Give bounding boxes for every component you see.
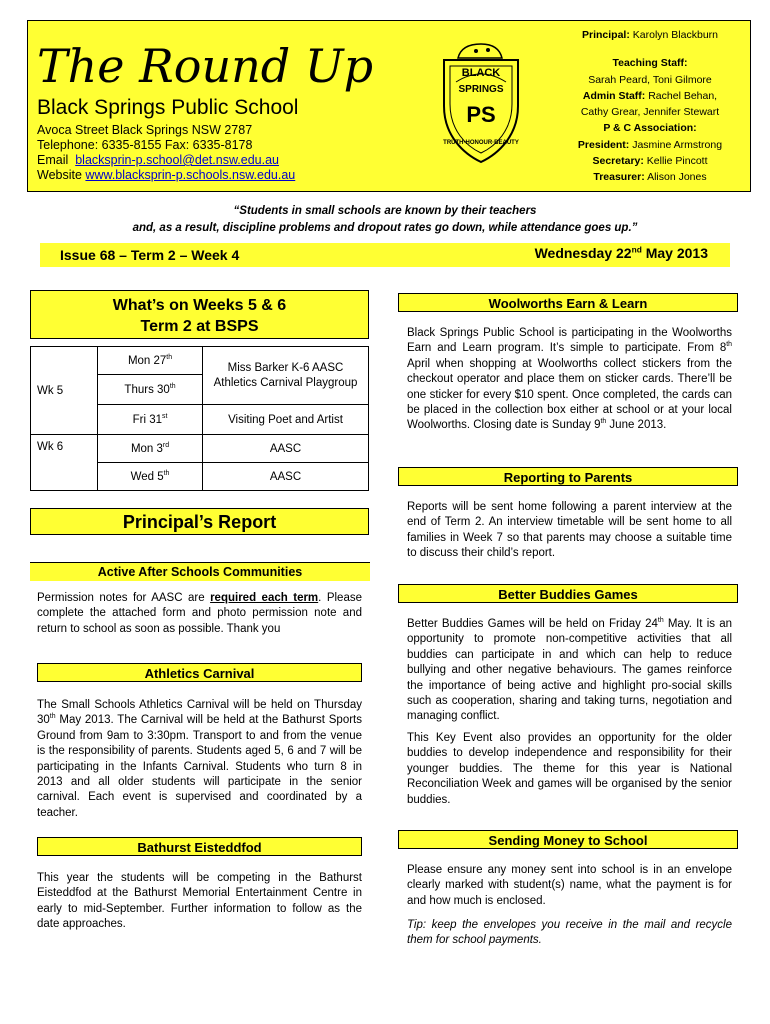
school-website-line xyxy=(37,168,295,184)
athletics-heading: Athletics Carnival xyxy=(37,663,362,682)
athletics-text: The Small Schools Athletics Carnival will be held on Thursday 30th May 2013. The Carnival will be held at the Bathurst Sports Ground from 9am to 3:30pm. Transport to and from the venue is the responsibility of parents. Students aged 5, 6 and 7 will be participating in the Infants Carnival. Students who turn 8 in 2013 and all older students will participate in the senior carnival. Each event is supervised and coordinated by a teacher. xyxy=(37,699,362,819)
logo-motto: TRUTH·HONOUR·BEAUTY xyxy=(443,140,519,146)
event-cell: AASC xyxy=(203,463,369,491)
quote-line-2: and, as a result, discipline problems and dropout rates go down, while attendance goes up.” xyxy=(132,222,638,234)
staff-list xyxy=(560,27,740,186)
aasc-text: Permission notes for AASC are required each term. Please complete the attached form and photo permission note and return to school as soon as possible. Thank you xyxy=(37,592,362,635)
woolworths-text: Black Springs Public School is participating in the Woolworths Earn and Learn program. It’s simple to participate. From 8th April when shopping at Woolworths collect stickers from the checkout operator and place them on sticker cards. There’ll be one sticker for every $10 spent. Once completed, the cards can be placed in the collection box either at school or at your local Woolworths. Closing date is Sunday 9th June 2013. xyxy=(407,327,732,432)
treasurer-name: Alison Jones xyxy=(647,171,707,184)
event-cell: AASC xyxy=(203,435,369,463)
quote xyxy=(60,203,710,237)
school-address: Avoca Street Black Springs NSW 2787 xyxy=(37,123,253,137)
teaching-names: Sarah Peard, Toni Gilmore xyxy=(588,73,712,86)
masthead-title: The Round Up xyxy=(37,39,374,93)
email-label: Email xyxy=(37,153,69,167)
logo-line2: SPRINGS xyxy=(458,84,504,95)
logo-initials: PS xyxy=(466,102,496,127)
school-name: Black Springs Public School xyxy=(37,96,299,119)
event-cell: Visiting Poet and Artist xyxy=(203,405,369,435)
whats-on-line-2: Term 2 at BSPS xyxy=(140,318,259,335)
treasurer-label: Treasurer: xyxy=(593,171,645,184)
day-cell: Thurs 30th xyxy=(98,375,203,405)
buddies-text-2: This Key Event also provides an opportunity for the older buddies to develop independence and responsibility for their younger buddies. The theme for this year is National Reconciliation Week and games will be organised by the senior buddies. xyxy=(407,732,732,806)
table-row xyxy=(31,435,369,463)
schedule-table xyxy=(30,346,369,491)
reporting-text: Reports will be sent home following a parent interview at the end of Term 2. An interview timetable will be sent home to all families in Week 7 so that parents may choose a suitable time to discuss their child’s report. xyxy=(407,501,732,560)
day-cell: Mon 27th xyxy=(98,347,203,375)
email-link[interactable]: blacksprin-p.school@det.nsw.edu.au xyxy=(75,153,279,167)
table-row xyxy=(31,347,369,375)
admin-label: Admin Staff: xyxy=(582,89,646,102)
quote-line-1: “Students in small schools are known by their teachers xyxy=(233,205,537,217)
secretary-label: Secretary: xyxy=(592,155,644,168)
principal-report-heading: Principal’s Report xyxy=(30,508,369,535)
buddies-text: Better Buddies Games will be held on Friday 24th May. It is an opportunity to promote non-competitive activities that all buddies can participate in and which can help to reduce bullying and other negative behaviours. The games reinforce the importance of being active and highlight pro-social skills such as cooperation, sharing and taking turns, negotiation and managing conflict. xyxy=(407,617,732,723)
issue-date: Wednesday 22nd May 2013 xyxy=(534,244,708,261)
whats-on-line-1: What’s on Weeks 5 & 6 xyxy=(112,297,287,314)
money-text: Please ensure any money sent into school is in an envelope clearly marked with student(s) name, what the payment is for and how much is enclosed. xyxy=(407,864,732,907)
money-tip: Tip: keep the envelopes you receive in the mail and recycle them for school payments. xyxy=(407,919,732,947)
principal-name: Karolyn Blackburn xyxy=(632,29,718,41)
day-cell: Mon 3rd xyxy=(98,435,203,463)
money-heading: Sending Money to School xyxy=(398,830,738,849)
logo-line1: BLACK xyxy=(461,67,501,79)
president-name: Jasmine Armstrong xyxy=(632,138,723,151)
school-email-line xyxy=(37,153,279,169)
school-telephone: Telephone: 6335-8155 Fax: 6335-8178 xyxy=(37,138,253,152)
issue-label: Issue 68 – Term 2 – Week 4 xyxy=(60,247,240,263)
day-cell: Wed 5th xyxy=(98,463,203,491)
secretary-name: Kellie Pincott xyxy=(646,155,708,168)
eisteddfod-text: This year the students will be competing in the Bathurst Eisteddfod at the Bathurst Memorial Entertainment Centre in early to mid-September. Further information to follow as the date approaches. xyxy=(37,872,362,931)
website-link[interactable]: www.blacksprin-p.schools.nsw.edu.au xyxy=(85,168,296,182)
day-cell: Fri 31st xyxy=(98,405,203,435)
admin-names-2: Cathy Grear, Jennifer Stewart xyxy=(580,106,720,119)
buddies-heading: Better Buddies Games xyxy=(398,584,738,603)
school-crest-logo xyxy=(436,36,526,168)
teaching-label: Teaching Staff: xyxy=(612,57,688,70)
admin-names-1: Rachel Behan, xyxy=(648,89,718,102)
website-label: Website xyxy=(37,168,82,182)
whats-on-heading xyxy=(30,290,369,339)
president-label: President: xyxy=(577,138,630,151)
eisteddfod-heading: Bathurst Eisteddfod xyxy=(37,837,362,856)
reporting-heading: Reporting to Parents xyxy=(398,467,738,486)
aasc-heading: Active After Schools Communities xyxy=(30,562,370,581)
week-cell: Wk 5 xyxy=(31,347,98,435)
pc-label: P & C Association: xyxy=(603,122,697,135)
event-cell: Miss Barker K-6 AASC Athletics Carnival Playgroup xyxy=(203,347,369,405)
week-cell: Wk 6 xyxy=(31,435,98,491)
principal-label: Principal: xyxy=(582,29,630,41)
woolworths-heading: Woolworths Earn & Learn xyxy=(398,293,738,312)
